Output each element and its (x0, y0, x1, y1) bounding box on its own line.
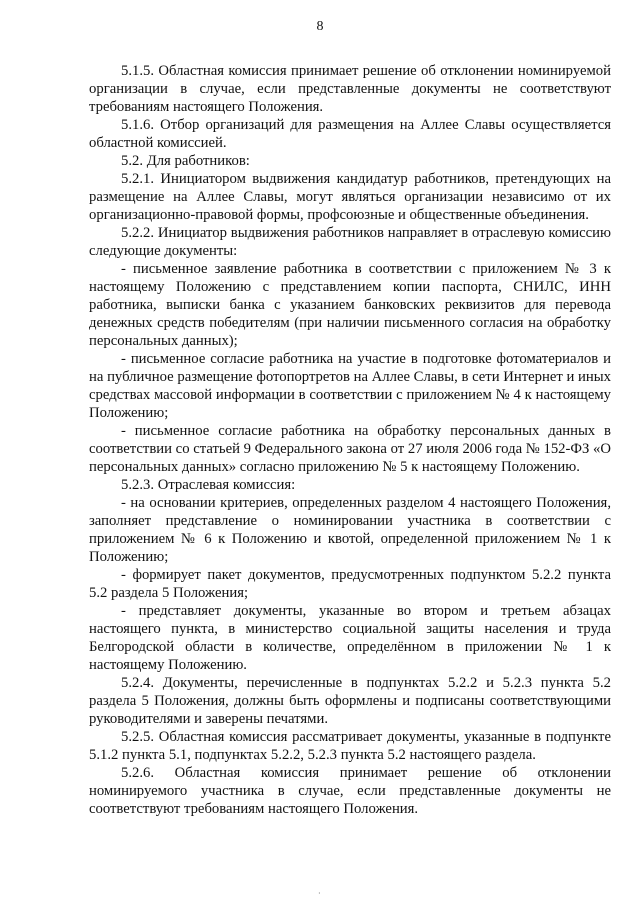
list-item-nomination: - на основании критериев, определенных разделом 4 настоящего Положения, заполняет представление о номинировании участника в соответствии с приложением № 6 к Положению и квотой, определенной приложением № 1 к Положению; (89, 495, 611, 565)
paragraph-5-2-6: 5.2.6. Областная комиссия принимает решение об отклонении номинируемого участника в случае, если представленные документы не соответствуют требованиям настоящего Положения. (89, 765, 611, 817)
paragraph-5-2-2: 5.2.2. Инициатор выдвижения работников направляет в отраслевую комиссию следующие документы: (89, 225, 611, 259)
paragraph-5-2-3: 5.2.3. Отраслевая комиссия: (121, 477, 296, 493)
paragraph-5-1-6: 5.1.6. Отбор организаций для размещения на Аллее Славы осуществляется областной комиссией. (89, 117, 611, 151)
document-body (89, 62, 611, 818)
list-item-photo-consent: - письменное согласие работника на участие в подготовке фотоматериалов и на публичное размещение фотопортретов на Аллее Славы, в сети Интернет и иных средствах массовой информации в соответствии с приложением № 4 к настоящему Положению; (89, 351, 611, 421)
paragraph-5-2-5: 5.2.5. Областная комиссия рассматривает документы, указанные в подпункте 5.1.2 пункта 5.1, подпунктах 5.2.2, 5.2.3 пункта 5.2 настоящего раздела. (89, 729, 611, 763)
paragraph-5-2: 5.2. Для работников: (121, 153, 250, 169)
list-item-application: - письменное заявление работника в соответствии с приложением № 3 к настоящему Положению с представлением копии паспорта, СНИЛС, ИНН работника, выписки банка с указанием банковских реквизитов для перевода денежных средств победителям (при наличии письменного согласия на обработку персональных данных); (89, 261, 611, 349)
footer-mark: · (318, 889, 321, 898)
paragraph-5-1-5: 5.1.5. Областная комиссия принимает решение об отклонении номинируемой организации в случае, если представленные документы не соответствуют требованиям настоящего Положения. (89, 63, 611, 115)
list-item-document-package: - формирует пакет документов, предусмотренных подпунктом 5.2.2 пункта 5.2 раздела 5 Положения; (89, 567, 611, 601)
paragraph-5-2-4: 5.2.4. Документы, перечисленные в подпунктах 5.2.2 и 5.2.3 пункта 5.2 раздела 5 Положения, должны быть оформлены и подписаны соответствующими руководителями и заверены печатями. (89, 675, 611, 727)
list-item-submission: - представляет документы, указанные во втором и третьем абзацах настоящего пункта, в министерство социальной защиты населения и труда Белгородской области в количестве, определённом в приложении № 1 к настоящему Положению. (89, 603, 611, 673)
list-item-data-consent: - письменное согласие работника на обработку персональных данных в соответствии со статьей 9 Федерального закона от 27 июля 2006 года № 152-ФЗ «О персональных данных» согласно приложению № 5 к настоящему Положению. (89, 423, 611, 475)
page-number: 8 (316, 19, 324, 34)
paragraph-5-2-1: 5.2.1. Инициатором выдвижения кандидатур работников, претендующих на размещение на Аллее Славы, могут являться организации независимо от их организационно-правовой формы, профсоюзные и общественные объединения. (89, 171, 611, 223)
